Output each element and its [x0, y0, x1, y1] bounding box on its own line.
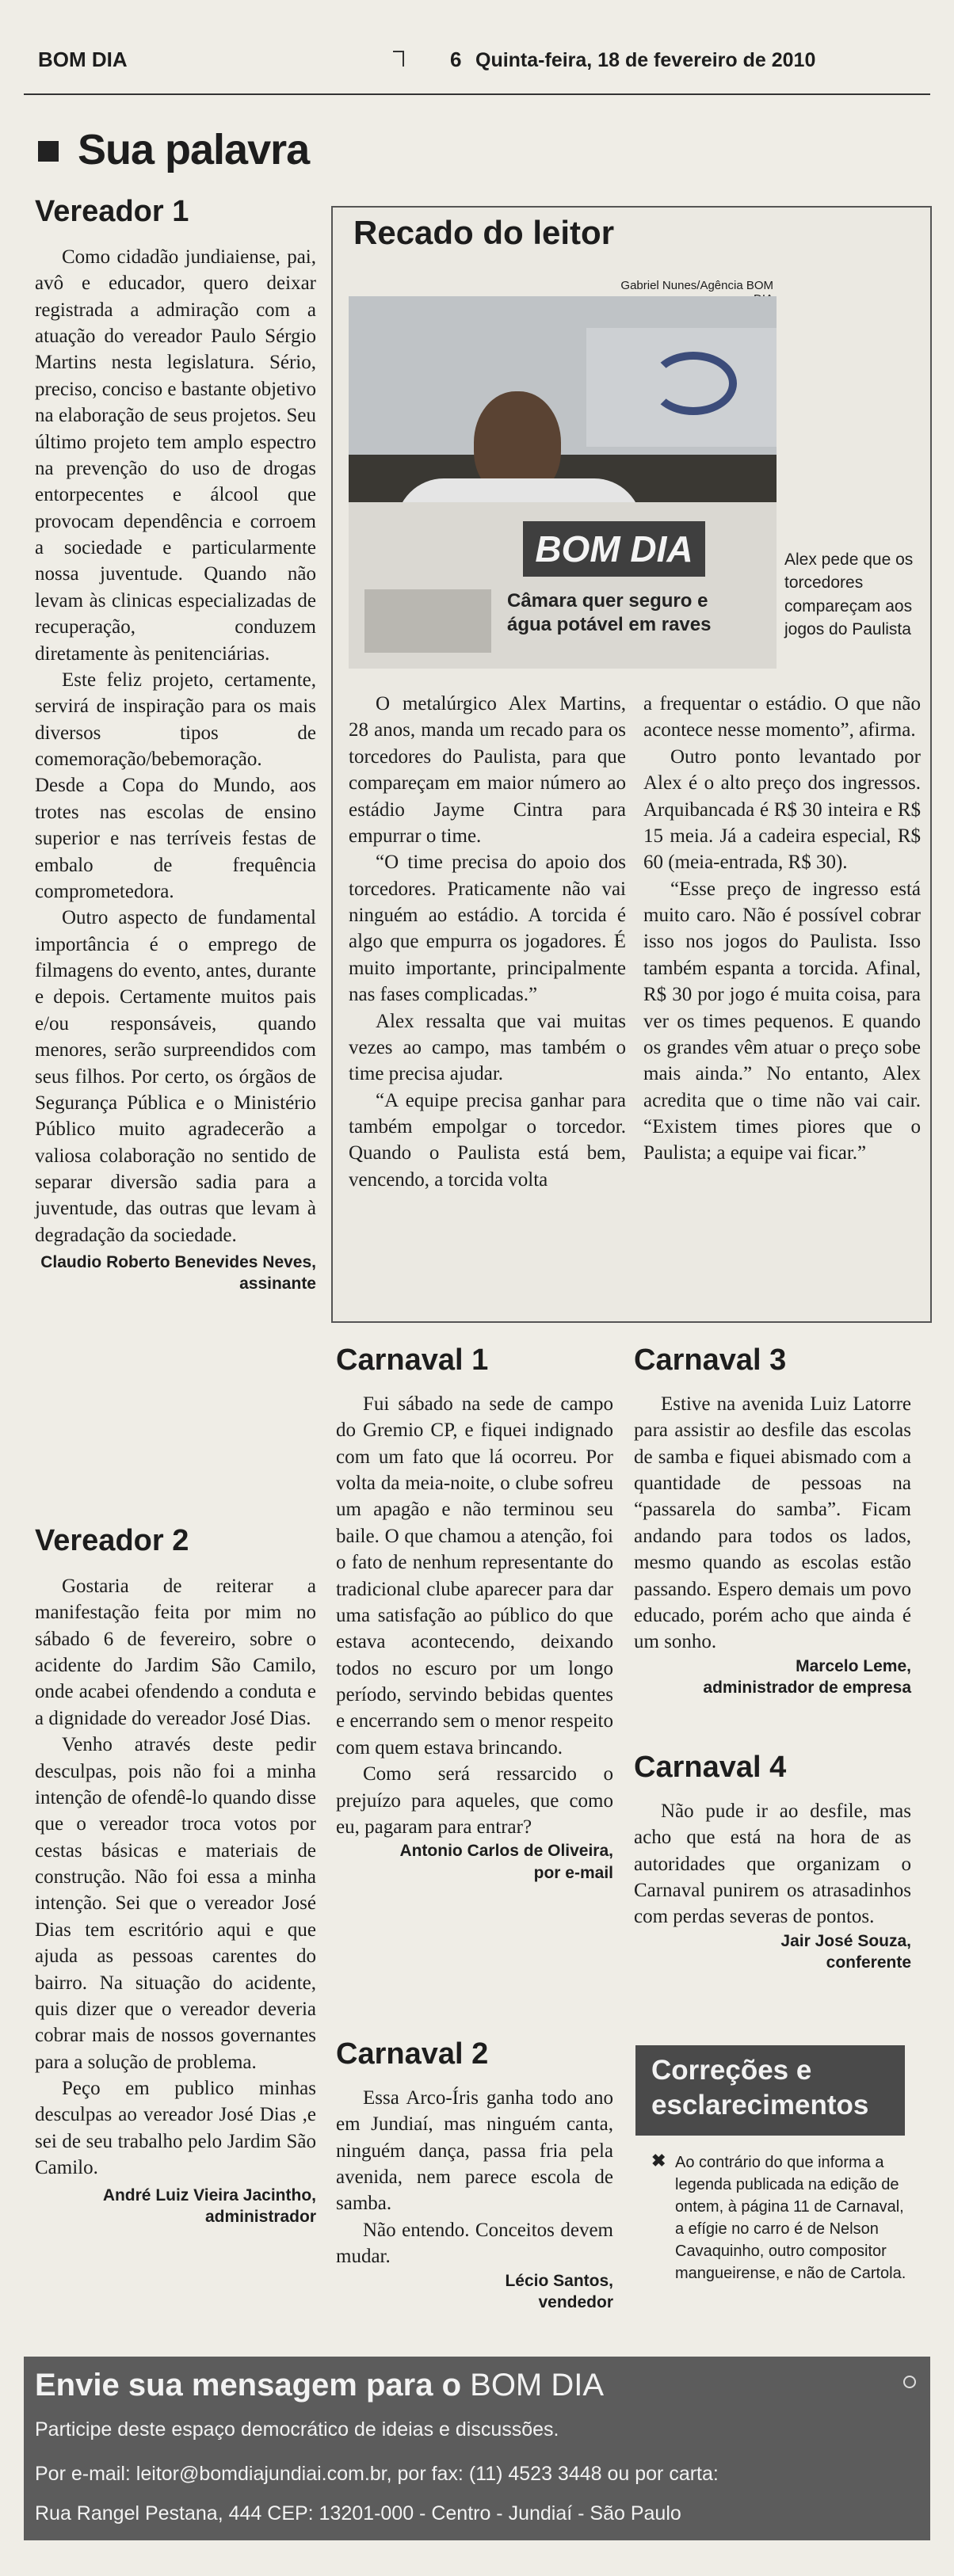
letter-vereador-1 [35, 196, 316, 1295]
recado-paragraph: “Esse preço de ingresso está muito caro. Não é possível cobrar isso nos jogos do Paulista. Isso também espanta a torcida. Afinal, R$ 30 por jogo é muita coisa, para ver os times pequenos. E quando os grandes vêm atuar o preço sobe mais ainda.” No entanto, Alex acredita que o time não vai cair. “Existem times piores que o Paulista; a equipe vai ficar.” [643, 878, 921, 1164]
photo-credit: Gabriel Nunes/Agência BOM [620, 279, 773, 292]
footer-title [35, 2368, 604, 2403]
signature-role: conferente [826, 1953, 911, 1972]
photo-caption: Alex pede que os torcedores compareçam aos jogos do Paulista [784, 551, 914, 639]
signature-role: por e-mail [533, 1863, 613, 1882]
page-number: 6 [450, 48, 462, 71]
corrections-title-line-1: Correções e [651, 2055, 812, 2086]
letter-signature [35, 2185, 316, 2228]
signature-role: administrador de empresa [703, 1678, 911, 1697]
letter-signature [336, 1840, 613, 1884]
newspaper-photo [364, 589, 491, 653]
signature-name: Jair José Souza, [780, 1931, 911, 1950]
footer-title-prefix: Envie sua mensagem para o [35, 2368, 462, 2403]
letter-paragraph: Essa Arco-Íris ganha todo ano em Jundiaí, mas ninguém canta, ninguém dança, passa fria pela avenida, nem parece escola de samba. [336, 2086, 613, 2215]
footer-line-1: Participe deste espaço democrático de ideias e discussões. [35, 2418, 559, 2441]
corrections-header [635, 2045, 905, 2136]
letter-title: Vereador 1 [35, 195, 189, 228]
store-logo-icon [650, 352, 737, 415]
letter-paragraph: Estive na avenida Luiz Latorre para assistir ao desfile das escolas de samba e fiquei abismado com a quantidade de pessoas na “passarela do samba”. Ficam andando para todos os lados, mesmo quando as escolas estão passando. Espero demais um povo educado, porém acho que ainda é um sonho. [634, 1393, 911, 1653]
letter-signature [634, 1656, 911, 1699]
letter-signature [336, 2270, 613, 2314]
letter-paragraph: Não pude ir ao desfile, mas acho que está na hora de as autoridades que organizam o Carnaval punirem os atrasadinhos com perdas severas de pontos. [634, 1800, 911, 1928]
recado-title: Recado do leitor [353, 214, 615, 251]
signature-name: Antonio Carlos de Oliveira, [399, 1842, 613, 1861]
recado-paragraph: a frequentar o estádio. O que não acontece nesse momento”, afirma. [643, 693, 921, 741]
signature-name: André Luiz Vieira Jacintho, [102, 2185, 316, 2204]
letter-vereador-2 [35, 1526, 316, 2227]
circle-icon [903, 2376, 916, 2388]
recado-paragraph: Outro ponto levantado por Alex é o alto preço dos ingressos. Arquibancada é R$ 30 inteira e R$ 15 meia. Já a cadeira especial, R$ 60 (meia-entrada, R$ 30). [643, 745, 921, 874]
crop-mark-icon [393, 51, 404, 67]
letter-paragraph: Outro aspecto de fundamental importância é o emprego de filmagens do evento, antes, durante e depois. Certamente muitos pais e/ou responsáveis, quando menores, serão surpreendidos com seus filhos. Por certo, os órgãos de Segurança Pública e o Ministério Público muito agradecerão a valiosa colaboração no sentido de separar diversão sadia para a juventude, das outras que levam à degradação da sociedade. [35, 907, 316, 1246]
newspaper-masthead: BOM DIA [523, 521, 705, 577]
letter-paragraph: Peço em publico minhas desculpas ao vereador José Dias ,e sei de seu trabalho pelo Jardim São Camilo. [35, 2078, 316, 2179]
letter-title: Carnaval 2 [336, 2037, 489, 2071]
x-mark-icon: ✖ [651, 2151, 666, 2170]
newspaper-headline: Câmara quer seguro e água potável em raves [507, 590, 712, 635]
letter-paragraph: Este feliz projeto, certamente, servirá de inspiração para os mais diversos tipos de comemoração/bebemoração. Desde a Copa do Mundo, aos trotes nas escolas de ensino superior e nas terríveis festas de embalo de frequência comprometedora. [35, 669, 316, 902]
letter-title: Carnaval 3 [634, 1343, 787, 1377]
signature-role: assinante [239, 1275, 316, 1294]
letter-carnaval-3 [634, 1345, 911, 1698]
header-rule [24, 93, 930, 95]
recado-column-2 [643, 691, 921, 1167]
signature-role: vendedor [538, 2292, 613, 2311]
footer-line-3: Rua Rangel Pestana, 444 CEP: 13201-000 - Centro - Jundiaí - São Paulo [35, 2502, 681, 2525]
letter-carnaval-2 [336, 2039, 613, 2313]
square-bullet-icon [38, 141, 59, 162]
recado-paragraph: “A equipe precisa ganhar para também empolgar o torcedor. Quando o Paulista está bem, vencendo, a torcida volta [349, 1089, 626, 1191]
recado-paragraph: “O time precisa do apoio dos torcedores. Praticamente não vai ninguém ao estádio. A torcida é algo que empurra os jogadores. É muito importante, principalmente nas fases complicadas.” [349, 852, 626, 1006]
held-newspaper [349, 502, 777, 669]
signature-name: Lécio Santos, [505, 2271, 613, 2290]
corrections-text: Ao contrário do que informa a legenda publicada na edição de ontem, à página 11 de Carnaval, a efígie no carro é de Nelson Cavaquinho, outro compositor mangueirense, e não de Cartola. [675, 2154, 906, 2282]
letter-paragraph: Como cidadão jundiaiense, pai, avô e educador, quero deixar registrada a admiração com a atuação do vereador Paulo Sérgio Martins nesta legislatura. Sério, preciso, conciso e bastante objetivo na elaboração de seus projetos. Seu último projeto tem amplo espectro na prevenção do uso de drogas entorpecentes e álcool que provocam dependência e corroem a sociedade e particularmente nossa juventude. Quando não levam às clinicas especializadas de recuperação, conduzem diretamente às penitenciárias. [35, 246, 316, 665]
letter-title: Carnaval 1 [336, 1343, 489, 1377]
footer-title-brand: BOM DIA [470, 2368, 605, 2403]
signature-name: Marcelo Leme, [796, 1656, 911, 1675]
letter-paragraph: Não entendo. Conceitos devem mudar. [336, 2219, 613, 2268]
signature-name: Claudio Roberto Benevides Neves, [40, 1253, 316, 1272]
letter-paragraph: Como será ressarcido o prejuízo para aqueles, que como eu, pagaram para entrar? [336, 1763, 613, 1838]
signature-role: administrador [204, 2207, 316, 2226]
letter-paragraph: Fui sábado na sede de campo do Gremio CP, e fiquei indignado com um fato que lá ocorreu. Por volta da meia-noite, o clube sofreu um apagão e não terminou seu baile. O que chamou a atenção, foi o fato de nenhum representante do tradicional clube aparecer para dar uma satisfação ao público do que estava acontecendo, deixando todos no escuro por um longo período, servindo bebidas quentes e encerrando sem o menor respeito com quem estava brincando. [336, 1393, 613, 1759]
letter-title: Carnaval 4 [634, 1751, 787, 1784]
corrections-title-line-2: esclarecimentos [651, 2089, 869, 2121]
reader-photo [349, 296, 777, 669]
recado-paragraph: O metalúrgico Alex Martins, 28 anos, manda um recado para os torcedores do Paulista, para que compareçam em maior número ao estádio Jayme Cintra para empurrar o time. [349, 693, 626, 847]
recado-paragraph: Alex ressalta que vai muitas vezes ao campo, mas também o time precisa ajudar. [349, 1010, 626, 1085]
section-title: Sua palavra [78, 126, 310, 173]
letter-signature [35, 1252, 316, 1295]
letter-paragraph: Gostaria de reiterar a manifestação feita por mim no sábado 6 de fevereiro, sobre o acidente do Jardim São Camilo, onde acabei ofendendo a conduta e a dignidade do vereador José Dias. [35, 1575, 316, 1729]
recado-column-1 [349, 691, 626, 1193]
footer-line-2: Por e-mail: leitor@bomdiajundiai.com.br, por fax: (11) 4523 3448 ou por carta: [35, 2463, 719, 2485]
issue-date: Quinta-feira, 18 de fevereiro de 2010 [475, 49, 816, 71]
masthead-name: BOM DIA [38, 48, 128, 71]
letter-signature [634, 1930, 911, 1974]
letter-carnaval-4 [634, 1752, 911, 1973]
footer-banner [24, 2357, 930, 2540]
letter-carnaval-1 [336, 1345, 613, 1884]
letter-title: Vereador 2 [35, 1524, 189, 1557]
letter-paragraph: Venho através deste pedir desculpas, pois não foi a minha intenção de ofendê-lo quando disse que o vereador troca votos por cestas básicas e materiais de construção. Não foi essa a minha intenção. Sei que o vereador José Dias tem escritório aqui e que ajuda as pessoas carentes do bairro. Na situação do acidente, quis dizer que o vereador deveria cobrar mais de nossos governantes para a solução de problema. [35, 1734, 316, 2073]
